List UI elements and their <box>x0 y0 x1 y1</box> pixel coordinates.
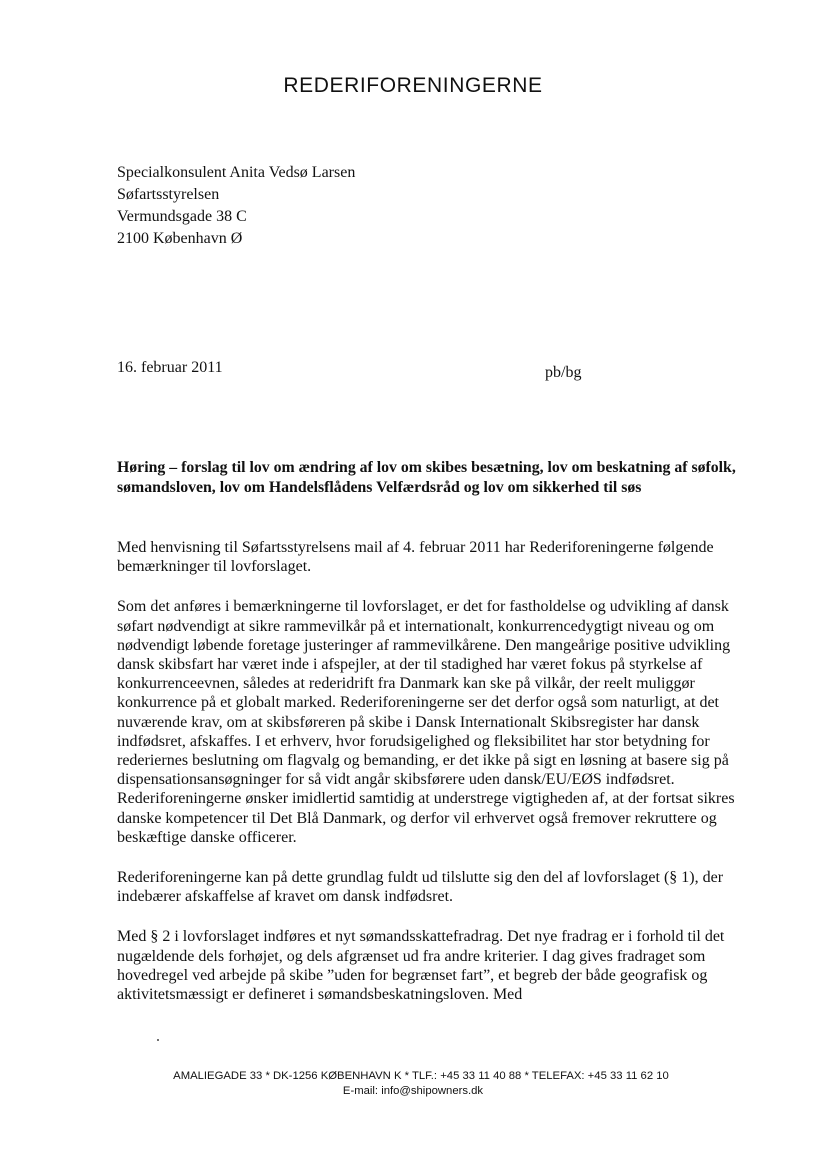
body-paragraph: Med § 2 i lovforslaget indføres et nyt sømandsskattefradrag. Det nye fradrag er i forhold til det nugældende dels forhøjet, og dels afgrænset ud fra andre kriterier. I dag gives fradraget som hovedregel ved arbejde på skibe ”uden for begrænset fart”, et begreb der både geografisk og aktivitetsmæssigt er defineret i sømandsbeskatningsloven. Med <box>117 928 725 1004</box>
letter-subject: Høring – forslag til lov om ændring af lov om skibes besætning, lov om beskatning af søfolk, sømandsloven, lov om Handelsflådens Velfærdsråd og lov om sikkerhed til søs <box>117 459 736 496</box>
letterhead-title: REDERIFORENINGERNE <box>283 74 543 97</box>
letter-footer <box>0 1069 826 1098</box>
letter-body <box>117 538 739 1025</box>
recipient-address <box>117 162 355 250</box>
scan-speck <box>157 1039 159 1041</box>
letter-reference: pb/bg <box>545 364 582 381</box>
recipient-city: 2100 København Ø <box>117 230 243 247</box>
letter-date: 16. februar 2011 <box>117 359 223 376</box>
recipient-street: Vermundsgade 38 C <box>117 208 247 225</box>
recipient-organization: Søfartsstyrelsen <box>117 186 220 203</box>
body-paragraph: Som det anføres i bemærkningerne til lovforslaget, er det for fastholdelse og udvikling af dansk søfart nødvendigt at sikre rammevilkår på et internationalt, konkurrencedygtigt niveau og om nødvendigt løbende foretage justeringer af rammevilkårene. Den mangeårige positive udvikling dansk skibsfart har været inde i afspejler, at der til stadighed har været fokus på styrkelse af konkurrenceevnen, således at rederidrift fra Danmark kan ske på vilkår, der reelt muliggør konkurrence på et globalt marked. Rederiforeningerne ser det derfor også som naturligt, at det nuværende krav, om at skibsføreren på skibe i Dansk Internationalt Skibsregister har dansk indfødsret, afskaffes. I et erhverv, hvor forudsigelighed og fleksibilitet har stor betydning for rederiernes beslutning om flagvalg og bemanding, er det ikke på sigt en løsning at basere sig på dispensationsansøgninger for så vidt angår skibsførere uden dansk/EU/EØS indfødsret. Rederiforeningerne ønsker imidlertid samtidig at understrege vigtigheden af, at der fortsat sikres danske kompetencer til Det Blå Danmark, og derfor vil erhvervet også fremover rekruttere og beskæftige danske officerer. <box>117 598 735 846</box>
footer-address: AMALIEGADE 33 * DK-1256 KØBENHAVN K * TLF.: +45 33 11 40 88 * TELEFAX: +45 33 11 62 10 <box>173 1070 669 1082</box>
body-paragraph: Med henvisning til Søfartsstyrelsens mail af 4. februar 2011 har Rederiforeningerne følgende bemærkninger til lovforslaget. <box>117 539 714 576</box>
footer-email: E-mail: info@shipowners.dk <box>342 1084 484 1097</box>
recipient-name: Specialkonsulent Anita Vedsø Larsen <box>117 164 356 181</box>
body-paragraph: Rederiforeningerne kan på dette grundlag fuldt ud tilslutte sig den del af lovforslaget (§ 1), der indebærer afskaffelse af kravet om dansk indfødsret. <box>117 869 724 906</box>
